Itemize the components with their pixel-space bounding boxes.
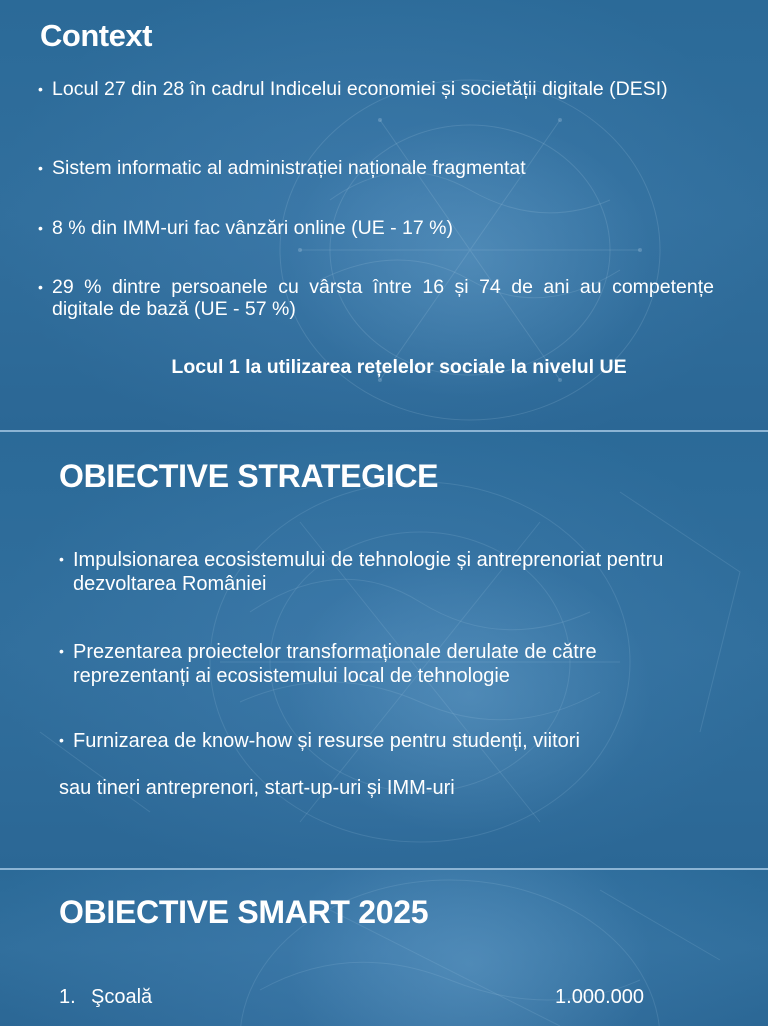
strategic-bullet-ecosystem: [59, 548, 699, 596]
slide-context: [0, 0, 768, 430]
context-bullet-desi: [38, 78, 714, 100]
item-value: 1.000.000: [555, 986, 644, 1008]
context-title: Context: [40, 18, 152, 53]
bullet-text: 8 % din IMM-uri fac vânzări online (UE - 17 %): [52, 217, 453, 239]
bullet-text: Furnizarea de know-how și resurse pentru studenți, viitori: [73, 730, 580, 752]
bullet-marker: •: [38, 81, 43, 97]
bullet-text: Sistem informatic al administrației naționale fragmentat: [52, 157, 526, 179]
bullet-marker: •: [59, 643, 64, 659]
smart-item-school: [59, 986, 644, 1009]
slide-strategic-objectives: [0, 430, 768, 868]
bullet-marker: •: [38, 160, 43, 176]
item-name: Şcoală: [91, 986, 153, 1008]
context-bullet-sme-online: [38, 217, 714, 239]
strategic-title: OBIECTIVE STRATEGICE: [59, 458, 439, 494]
context-bullet-it-system: [38, 157, 714, 179]
bullet-marker: •: [59, 732, 64, 748]
item-number: 1.: [59, 986, 76, 1008]
bullet-marker: •: [38, 279, 43, 295]
bullet-marker: •: [59, 551, 64, 567]
slide-smart-objectives: [0, 868, 768, 1026]
bullet-marker: •: [38, 220, 43, 236]
strategic-bullet-projects: [59, 640, 699, 688]
bullet-text: 29 % dintre persoanele cu vârsta între 16 și 74 de ani au competențe digitale de bază (UE - 57 %): [52, 276, 714, 320]
strategic-bullet-continuation: sau tineri antreprenori, start-up-uri și IMM-uri: [59, 777, 455, 799]
bullet-text: Locul 27 din 28 în cadrul Indicelui economiei și societății digitale (DESI): [52, 78, 668, 100]
context-highlight: Locul 1 la utilizarea rețelelor sociale la nivelul UE: [171, 356, 627, 378]
bullet-text: Impulsionarea ecosistemului de tehnologie și antreprenoriat pentru dezvoltarea României: [73, 549, 664, 595]
strategic-bullet-know-how: [59, 729, 699, 753]
bullet-text: Prezentarea proiectelor transformaționale derulate de către reprezentanți ai ecosistemului local de tehnologie: [73, 641, 597, 687]
smart-title: OBIECTIVE SMART 2025: [59, 894, 429, 930]
context-bullet-digital-skills: [38, 276, 714, 320]
